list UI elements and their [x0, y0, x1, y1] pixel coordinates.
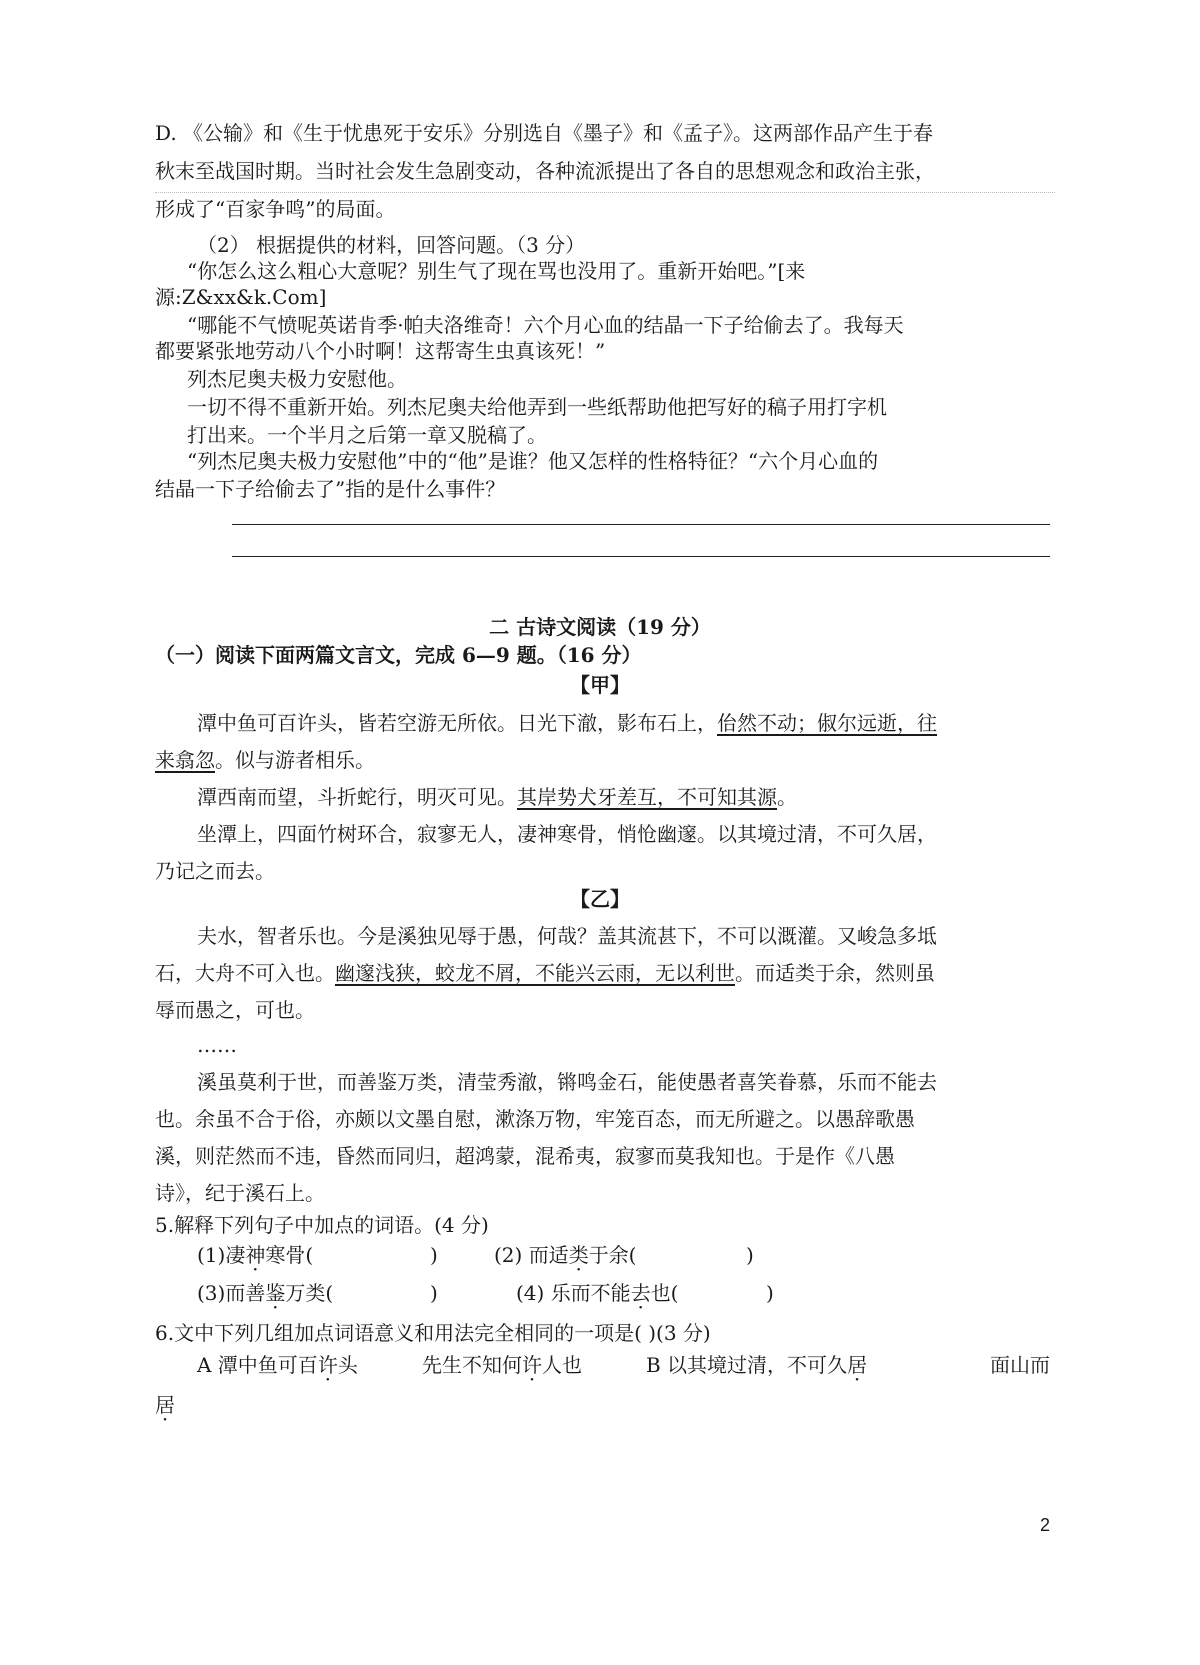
jia-para3-cont: 乃记之而去。: [155, 859, 275, 883]
section-title: 二 古诗文阅读（19 分）: [489, 615, 711, 639]
jia-para3: 坐潭上，四面竹树环合，寂寥无人，凄神寒骨，悄怆幽邃。以其境过清，不可久居，: [197, 822, 937, 846]
q5-item4: (4) 乐而不能去也(: [516, 1281, 679, 1305]
q5-item4-close: ): [766, 1281, 774, 1305]
jia-para1-cont: 来翕忽。似与游者相乐。: [155, 748, 375, 772]
q6-option-a-compare: 先生不知何许人也: [422, 1353, 582, 1377]
page-number: 2: [1039, 1515, 1050, 1535]
underlined-text: 幽邃浅狭，蛟龙不屑，不能兴云雨，无以利世: [335, 961, 735, 985]
q6-option-b: B 以其境过清，不可久居: [646, 1353, 868, 1377]
dotted-char: 鉴: [265, 1281, 286, 1305]
dotted-char: 许: [317, 1353, 338, 1377]
q6-header: 6.文中下列几组加点词语意义和用法完全相同的一项是( )(3 分): [155, 1321, 711, 1345]
option-d-line1: D. 《公输》和《生于忧患死于安乐》分别选自《墨子》和《孟子》。这两部作品产生于春: [155, 121, 934, 145]
q5-item1-close: ): [430, 1243, 438, 1267]
dotted-char: 居: [847, 1353, 868, 1377]
q6-option-b-compare-cont: [155, 1390, 175, 1420]
q6-option-b-compare: 面山而: [990, 1353, 1050, 1377]
answer-line: [232, 524, 1050, 525]
answer-line: [232, 556, 1050, 557]
ellipsis: ……: [197, 1033, 237, 1057]
option-d-line3: 形成了“百家争鸣”的局面。: [155, 197, 396, 221]
dotted-char: 去: [630, 1281, 651, 1305]
dotted-char: 居: [155, 1393, 175, 1417]
q5-item1: (1)凄神寒骨(: [197, 1243, 314, 1267]
q6-option-a: A 潭中鱼可百许头: [197, 1353, 358, 1377]
yi-para2: 溪虽莫利于世，而善鉴万类，清莹秀澈，锵鸣金石，能使愚者喜笑眷慕，乐而不能去: [197, 1070, 937, 1094]
passage-yi-label: 【乙】: [570, 887, 630, 911]
jia-para2: 潭西南而望，斗折蛇行，明灭可见。其岸势犬牙差互，不可知其源。: [197, 785, 797, 809]
section-subtitle: （一）阅读下面两篇文言文，完成 6—9 题。（16 分）: [155, 643, 642, 667]
underlined-text: 来翕忽: [155, 748, 215, 772]
q2-para4-cont: 打出来。一个半月之后第一章又脱稿了。: [187, 423, 547, 447]
dotted-char: 神: [245, 1243, 266, 1267]
yi-para1-cont: 石，大舟不可入也。幽邃浅狭，蛟龙不屑，不能兴云雨，无以利世。而适类于余，然则虽: [155, 961, 935, 985]
q2-question-cont: 结晶一下子给偷去了”指的是什么事件？: [155, 477, 506, 501]
underlined-text: 其岸势犬牙差互，不可知其源: [517, 785, 777, 809]
dotted-separator: [155, 192, 1055, 193]
yi-para2-cont3: 诗》，纪于溪石上。: [155, 1181, 325, 1205]
yi-para2-cont: 也。余虽不合于俗，亦颇以文墨自慰，漱涤万物，牢笼百态，而无所避之。以愚辞歌愚: [155, 1107, 915, 1131]
yi-para1-cont2: 辱而愚之，可也。: [155, 998, 315, 1022]
underlined-text: 佁然不动；俶尔远逝，往: [717, 711, 937, 735]
q2-para2-cont: 都要紧张地劳动八个小时啊！这帮寄生虫真该死！”: [155, 339, 606, 363]
q2-para1-cont: 源:Z&xx&k.Com]: [155, 285, 327, 309]
q5-item3: (3)而善鉴万类(: [197, 1281, 334, 1305]
option-d-line2: 秋末至战国时期。当时社会发生急剧变动，各种流派提出了各自的思想观念和政治主张，: [155, 159, 935, 183]
q2-para2: “哪能不气愤呢英诺肯季·帕夫洛维奇！六个月心血的结晶一下子给偷去了。我每天: [187, 313, 904, 337]
q5-item2-close: ): [746, 1243, 754, 1267]
q2-question: “列杰尼奥夫极力安慰他”中的“他”是谁？他又怎样的性格特征？“六个月心血的: [187, 449, 879, 473]
passage-jia-label: 【甲】: [570, 673, 630, 697]
dotted-char: 类: [568, 1243, 589, 1267]
yi-para2-cont2: 溪，则茫然而不违，昏然而同归，超鸿蒙，混希夷，寂寥而莫我知也。于是作《八愚: [155, 1144, 895, 1168]
dotted-char: 许: [522, 1353, 542, 1377]
yi-para1: 夫水，智者乐也。今是溪独见辱于愚，何哉？盖其流甚下，不可以溉灌。又峻急多坻: [197, 924, 937, 948]
q2-header: （2） 根据提供的材料，回答问题。（3 分）: [197, 233, 586, 257]
q5-header: 5.解释下列句子中加点的词语。(4 分): [155, 1213, 489, 1237]
jia-para1: 潭中鱼可百许头，皆若空游无所依。日光下澈，影布石上，佁然不动；俶尔远逝，往: [197, 711, 937, 735]
q2-para4: 一切不得不重新开始。列杰尼奥夫给他弄到一些纸帮助他把写好的稿子用打字机: [187, 395, 887, 419]
q5-item3-close: ): [430, 1281, 438, 1305]
q2-para3: 列杰尼奥夫极力安慰他。: [187, 367, 407, 391]
q2-para1: “你怎么这么粗心大意呢？别生气了现在骂也没用了。重新开始吧。”[来: [187, 259, 806, 283]
q5-item2: (2) 而适类于余(: [494, 1243, 637, 1267]
